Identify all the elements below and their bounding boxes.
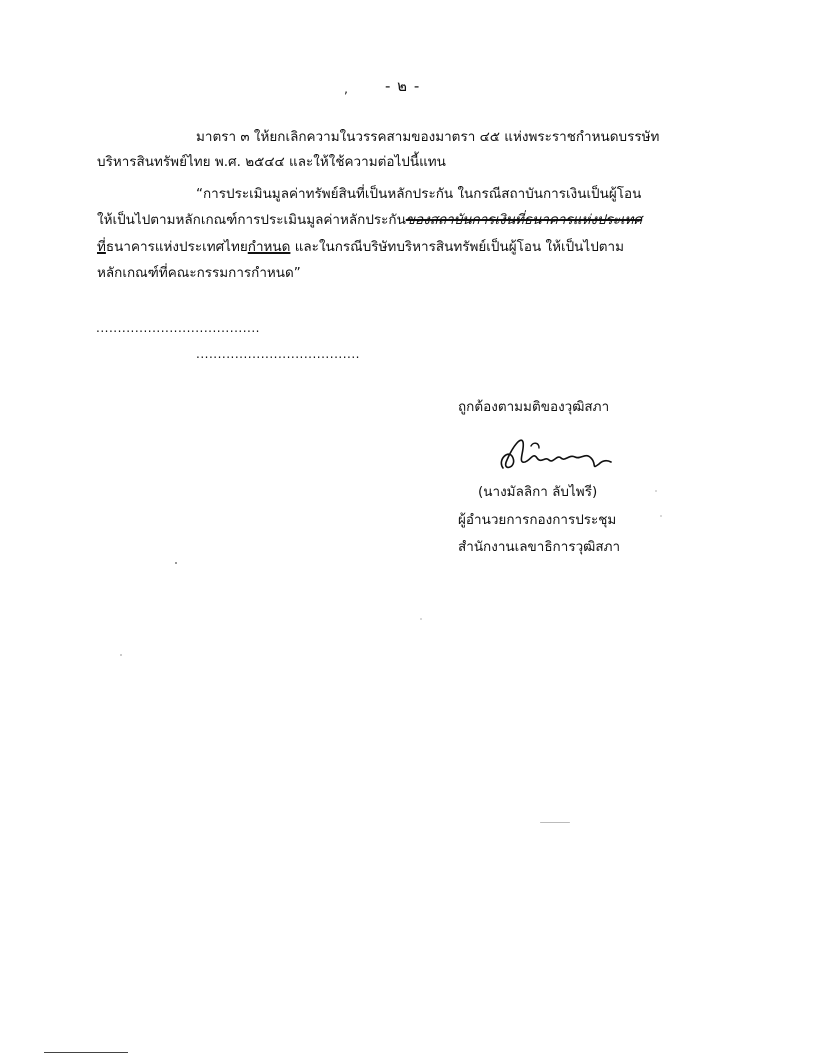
scan-speck — [175, 562, 177, 564]
body-line-6: หลักเกณฑ์ที่คณะกรรมการกำหนด” — [97, 265, 301, 281]
signatory-position: ผู้อำนวยการกองการประชุม — [458, 512, 617, 528]
body-line-4-text: ให้เป็นไปตามหลักเกณฑ์การประเมินมูลค่าหลักประกัน — [97, 212, 406, 228]
scan-speck — [120, 654, 122, 656]
struck-text: ของสถาบันการเงินที่ธนาคารแห่งประเทศ — [405, 212, 643, 228]
underlined-text: กำหนด — [247, 239, 291, 255]
separator-dots-2: ...................................... — [196, 347, 360, 361]
scan-speck — [660, 515, 662, 517]
certification-heading: ถูกต้องตามมติของวุฒิสภา — [458, 399, 610, 415]
signatory-office: สำนักงานเลขาธิการวุฒิสภา — [458, 539, 621, 555]
signatory-name: (นางมัลลิกา ลับไพรี) — [478, 484, 598, 500]
scan-mark: ‚ — [344, 82, 348, 96]
scan-speck — [540, 822, 570, 823]
body-line-1: มาตรา ๓ ให้ยกเลิกความในวรรคสามของมาตรา ๔๕ แห่งพระราชกำหนดบรรษัท — [196, 129, 660, 145]
scan-speck — [655, 490, 657, 492]
scan-edge-line — [44, 1052, 128, 1053]
body-line-5-tail: และในกรณีบริษัทบริหารสินทรัพย์เป็นผู้โอน ให้เป็นไปตาม — [290, 239, 625, 255]
body-line-5-text: ธนาคารแห่งประเทศไทย — [105, 239, 248, 255]
page-number: - ๒ - — [385, 77, 421, 95]
body-line-3: “การประเมินมูลค่าทรัพย์สินที่เป็นหลักประกัน ในกรณีสถาบันการเงินเป็นผู้โอน — [196, 186, 642, 202]
body-line-2: บริหารสินทรัพย์ไทย พ.ศ. ๒๕๔๔ และให้ใช้ความต่อไปนี้แทน — [97, 154, 446, 170]
body-line-5 — [97, 238, 624, 256]
separator-dots-1: ...................................... — [96, 321, 260, 335]
body-line-4 — [97, 211, 642, 229]
underlined-text: ที่ — [97, 239, 106, 255]
signature — [495, 430, 615, 480]
scan-speck — [420, 618, 422, 620]
